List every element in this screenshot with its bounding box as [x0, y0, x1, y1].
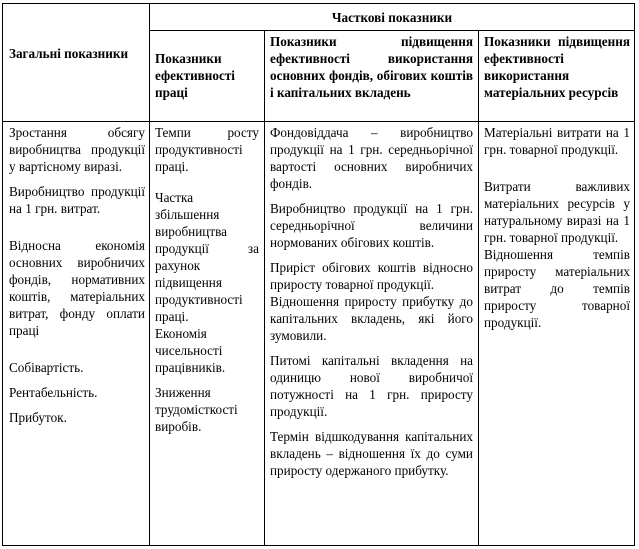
border-col3	[478, 30, 479, 546]
border-top	[2, 3, 635, 4]
fixed-assets-item: Відношення приросту прибутку до капітальних вкладень, які його зумовили.	[270, 294, 473, 343]
fixed-assets-item: Термін відшкодування капітальних вкладень – відношення їх до суми приросту одержаного прибутку.	[270, 429, 473, 478]
header-general: Загальні показники	[9, 46, 129, 61]
labor-item: Зниження трудомісткості виробів.	[155, 385, 238, 434]
fixed-assets-item: Фондовіддача – виробництво продукції на 1 грн. середньорічної вартості основних виробничих фондів.	[270, 125, 473, 191]
header-partial: Часткові показники	[331, 10, 453, 25]
header-materials: Показники підвищення ефективності використання матеріальних ресурсів	[484, 34, 630, 100]
fixed-assets-item: Питомі капітальні вкладення на одиницю нової виробничої потужності на 1 грн. приросту продукції.	[270, 353, 473, 419]
border-left	[2, 3, 3, 546]
general-item: Зростання обсягу виробництва продукції у вартісному виразі.	[9, 125, 145, 174]
general-item: Виробництво продукції на 1 грн. витрат.	[9, 184, 145, 216]
border-bottom	[2, 545, 635, 546]
header-fixed-assets: Показники підвищення ефективності використання основних фондів, обігових коштів і капітальних вкладень	[270, 34, 473, 100]
labor-item: Частка збільшення виробництва продукції за рахунок підвищення продуктивності праці.	[155, 190, 259, 324]
border-header-bottom	[2, 121, 635, 122]
fixed-assets-column	[270, 124, 473, 479]
general-item: Прибуток.	[9, 410, 67, 425]
materials-column	[484, 124, 630, 331]
general-item: Відносна економія основних виробничих фондів, нормативних коштів, матеріальних витрат, фонду оплати праці	[9, 238, 145, 338]
general-item: Рентабельність.	[9, 385, 98, 400]
fixed-assets-item: Виробництво продукції на 1 грн. середньорічної величини нормованих обігових коштів.	[270, 201, 473, 250]
border-col2	[264, 30, 265, 546]
general-item: Собівартість.	[9, 360, 84, 375]
labor-column	[155, 124, 259, 435]
border-right	[634, 3, 635, 546]
border-col1	[149, 3, 150, 546]
border-sub-header	[149, 30, 635, 31]
labor-item: Темпи росту продуктивності праці.	[155, 125, 259, 174]
materials-item: Витрати важливих матеріальних ресурсів у натуральному виразі на 1 грн. товарної продукції.	[484, 179, 630, 245]
labor-item: Економія чисельності працівників.	[155, 326, 226, 375]
materials-item: Матеріальні витрати на 1 грн. товарної продукції.	[484, 125, 630, 157]
materials-item: Відношення темпів приросту матеріальних витрат до темпів приросту товарної продукції.	[484, 247, 630, 330]
header-labor: Показники ефективності праці	[155, 51, 235, 100]
fixed-assets-item: Приріст обігових коштів відносно приросту товарної продукції.	[270, 260, 473, 292]
indicators-table	[2, 3, 635, 546]
general-column	[9, 124, 145, 426]
